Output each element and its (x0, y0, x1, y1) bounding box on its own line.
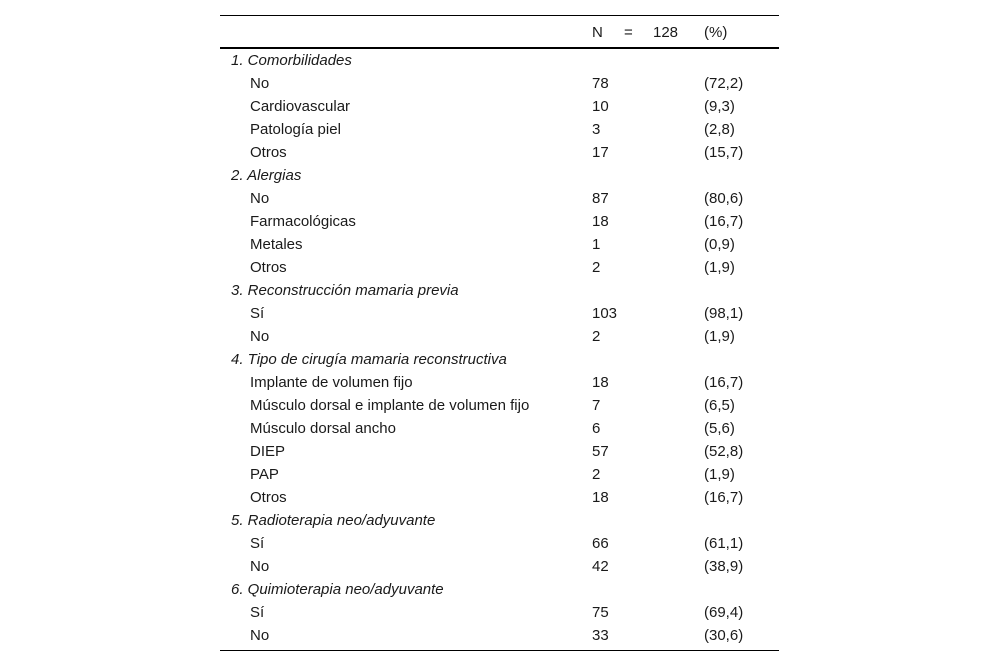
row-label: DIEP (250, 443, 286, 460)
table-row (220, 555, 779, 578)
data-table (220, 15, 779, 651)
row-n-value: 2 (592, 328, 601, 345)
row-n-value: 7 (592, 397, 601, 414)
table-header (220, 16, 779, 47)
table-row (220, 486, 779, 509)
row-pct-value: (2,8) (704, 121, 735, 138)
section-title: 4. Tipo de cirugía mamaria reconstructiva (231, 351, 507, 368)
row-n-value: 42 (592, 558, 609, 575)
row-n-value: 18 (592, 489, 609, 506)
section-row (220, 49, 779, 72)
row-n-value: 3 (592, 121, 601, 138)
table-body (220, 49, 779, 650)
row-label: Músculo dorsal e implante de volumen fijo (250, 397, 530, 414)
table-row (220, 417, 779, 440)
row-n-value: 2 (592, 259, 601, 276)
row-n-value: 87 (592, 190, 609, 207)
table-row (220, 141, 779, 164)
row-pct-value: (69,4) (704, 604, 744, 621)
section-title: 3. Reconstrucción mamaria previa (231, 282, 459, 299)
row-label: Sí (250, 535, 265, 552)
row-n-value: 18 (592, 374, 609, 391)
table-row (220, 187, 779, 210)
section-row (220, 578, 779, 601)
row-pct-value: (0,9) (704, 236, 735, 253)
row-pct-value: (38,9) (704, 558, 744, 575)
section-row (220, 509, 779, 532)
row-n-value: 57 (592, 443, 609, 460)
table-row (220, 440, 779, 463)
table-row (220, 233, 779, 256)
row-n-value: 18 (592, 213, 609, 230)
row-n-value: 78 (592, 75, 609, 92)
row-pct-value: (98,1) (704, 305, 744, 322)
row-pct-value: (5,6) (704, 420, 735, 437)
section-title: 2. Alergias (231, 167, 302, 184)
table-row (220, 210, 779, 233)
row-pct-value: (61,1) (704, 535, 744, 552)
header-pct-label: (%) (704, 24, 728, 41)
row-pct-value: (16,7) (704, 213, 744, 230)
table-row (220, 302, 779, 325)
table-row (220, 532, 779, 555)
row-pct-value: (80,6) (704, 190, 744, 207)
row-label: Metales (250, 236, 303, 253)
row-label: Implante de volumen fijo (250, 374, 413, 391)
row-label: No (250, 627, 270, 644)
section-row (220, 279, 779, 302)
row-label: Otros (250, 489, 287, 506)
row-label: Sí (250, 305, 265, 322)
row-label: Farmacológicas (250, 213, 356, 230)
table-row (220, 371, 779, 394)
section-row (220, 164, 779, 187)
row-label: Músculo dorsal ancho (250, 420, 396, 437)
table-row (220, 325, 779, 348)
table-row (220, 72, 779, 95)
row-label: Otros (250, 144, 287, 161)
row-pct-value: (6,5) (704, 397, 735, 414)
row-pct-value: (72,2) (704, 75, 744, 92)
table-row (220, 601, 779, 624)
row-n-value: 33 (592, 627, 609, 644)
row-label: No (250, 75, 270, 92)
row-label: No (250, 328, 270, 345)
row-label: No (250, 190, 270, 207)
section-title: 5. Radioterapia neo/adyuvante (231, 512, 436, 529)
row-pct-value: (16,7) (704, 374, 744, 391)
row-pct-value: (1,9) (704, 259, 735, 276)
header-total: 128 (653, 24, 679, 41)
row-n-value: 75 (592, 604, 609, 621)
row-n-value: 66 (592, 535, 609, 552)
row-n-value: 10 (592, 98, 609, 115)
table-row (220, 95, 779, 118)
table-row (220, 256, 779, 279)
table-row (220, 394, 779, 417)
row-label: Sí (250, 604, 265, 621)
row-pct-value: (52,8) (704, 443, 744, 460)
header-n-label: N (592, 24, 603, 41)
table-row (220, 624, 779, 647)
row-n-value: 17 (592, 144, 609, 161)
bottom-rule (220, 650, 779, 651)
table-row (220, 463, 779, 486)
row-pct-value: (30,6) (704, 627, 744, 644)
row-n-value: 1 (592, 236, 601, 253)
row-label: PAP (250, 466, 279, 483)
row-n-value: 6 (592, 420, 601, 437)
section-row (220, 348, 779, 371)
row-n-value: 103 (592, 305, 618, 322)
row-pct-value: (1,9) (704, 328, 735, 345)
row-label: Otros (250, 259, 287, 276)
section-title: 6. Quimioterapia neo/adyuvante (231, 581, 444, 598)
row-pct-value: (9,3) (704, 98, 735, 115)
row-n-value: 2 (592, 466, 601, 483)
row-pct-value: (16,7) (704, 489, 744, 506)
row-label: Cardiovascular (250, 98, 351, 115)
row-pct-value: (15,7) (704, 144, 744, 161)
row-pct-value: (1,9) (704, 466, 735, 483)
row-label: No (250, 558, 270, 575)
section-title: 1. Comorbilidades (231, 52, 352, 69)
table-row (220, 118, 779, 141)
header-equals: = (624, 24, 633, 41)
row-label: Patología piel (250, 121, 341, 138)
